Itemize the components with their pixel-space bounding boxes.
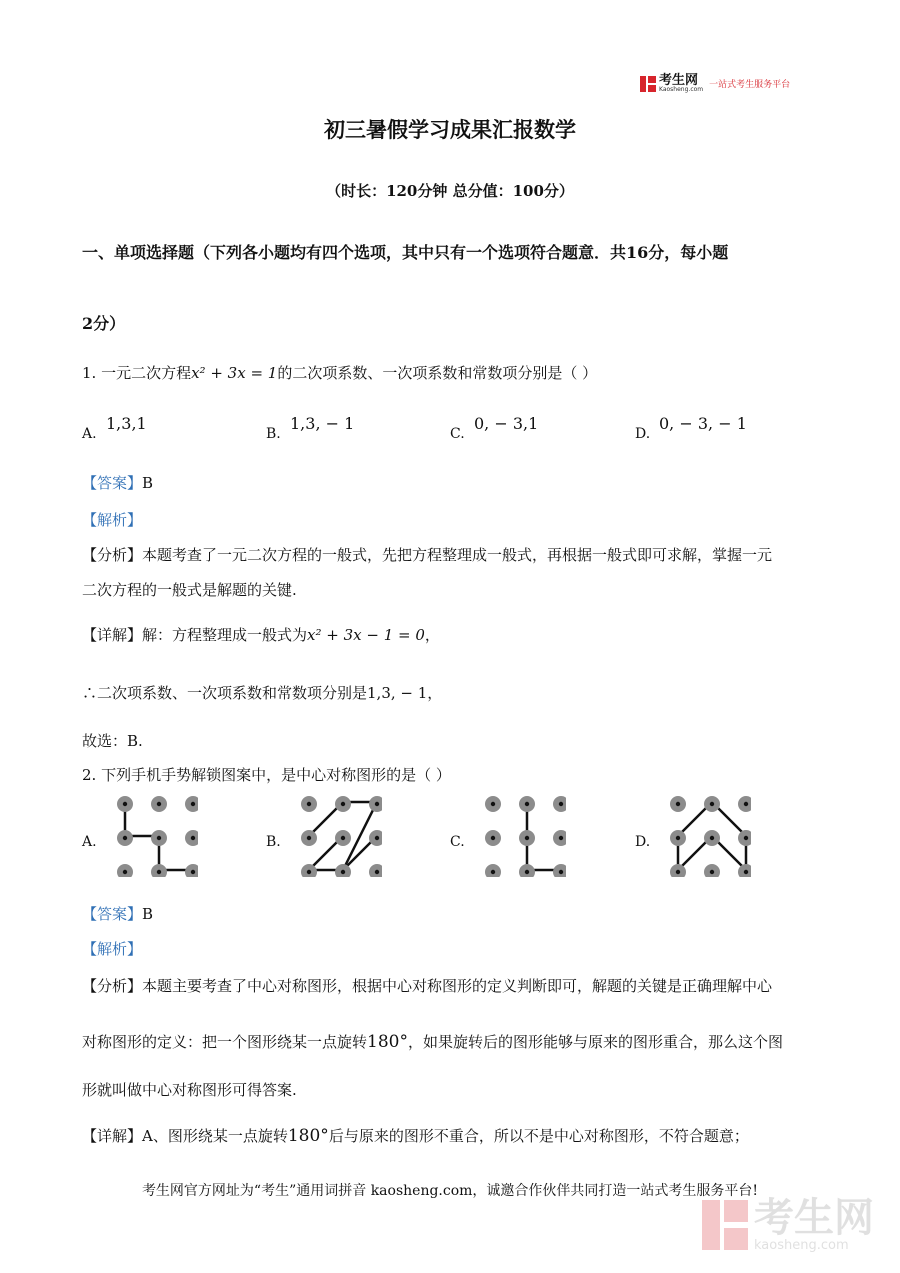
q1-fenxi-text: 本题考查了一元二次方程的一般式，先把方程整理成一般式，再根据一般式即可求解，掌握一元 <box>142 546 773 564</box>
lock-dot-center <box>123 802 127 806</box>
lock-dot-center <box>676 836 680 840</box>
lock-dot-center <box>744 836 748 840</box>
lock-dot-center <box>525 836 529 840</box>
watermark <box>702 1197 874 1253</box>
q1-answer <box>82 472 153 493</box>
q2-a-dots <box>117 796 198 877</box>
lock-dot-center <box>191 870 195 874</box>
q2-detail-degree: 180° <box>287 1126 329 1146</box>
page-subtitle: （时长：120分钟 总分值：100分） <box>326 182 574 200</box>
q1-option-b-label[interactable]: B. <box>266 426 281 442</box>
lock-dot-center <box>375 836 379 840</box>
lock-dot-center <box>157 836 161 840</box>
lock-dot-center <box>710 802 714 806</box>
section-heading-line1: 一、单项选择题（下列各小题均有四个选项，其中只有一个选项符合题意．共16分，每小题 <box>82 243 729 262</box>
lock-dot-center <box>157 870 161 874</box>
q1-detail-suffix: ， <box>424 626 440 644</box>
lock-dot-center <box>710 870 714 874</box>
footer-text: 考生网官方网址为“考生”通用词拼音 kaosheng.com，诚邀合作伙伴共同打造一站式考生服务平台! <box>141 1183 759 1199</box>
q2-answer <box>82 903 153 924</box>
q2-fenxi-line1 <box>82 975 772 996</box>
q1-equation: x² + 3x = 1 <box>191 364 278 382</box>
q2-detail <box>82 1125 749 1146</box>
q2-answer-value: B <box>142 905 154 923</box>
lock-dot-center <box>307 802 311 806</box>
q2-option-c-pattern[interactable] <box>480 791 566 877</box>
q1-option-d-label[interactable]: D. <box>635 426 651 442</box>
q2-option-c-label[interactable]: C. <box>450 834 465 850</box>
page-title: 初三暑假学习成果汇报数学 <box>324 117 576 142</box>
q1-detail-equation: x² + 3x − 1 = 0 <box>307 626 425 644</box>
watermark-logo-icon <box>702 1200 748 1250</box>
lock-dot-center <box>676 870 680 874</box>
q1-analysis-tag: 【解析】 <box>82 511 143 529</box>
q1-therefore-prefix: ∴二次项系数、一次项系数和常数项分别是 <box>82 684 368 702</box>
lock-dot-center <box>375 870 379 874</box>
lock-dot-center <box>191 802 195 806</box>
q2-detail-a: A、图形绕某一点旋转 <box>142 1127 288 1145</box>
q2-option-a-label[interactable]: A. <box>82 834 97 850</box>
q1-fenxi-tag: 【分析】 <box>82 546 143 564</box>
lock-dot-center <box>559 802 563 806</box>
q2-fenxi-tag: 【分析】 <box>82 977 143 995</box>
q2-detail-b: 后与原来的图形不重合，所以不是中心对称图形，不符合题意； <box>328 1127 749 1145</box>
q2-option-d-label[interactable]: D. <box>635 834 651 850</box>
lock-dot-center <box>341 870 345 874</box>
q2-fenxi-line3: 形就叫做中心对称图形可得答案. <box>82 1081 297 1099</box>
q2-analysis-tag: 【解析】 <box>82 940 143 958</box>
q1-option-b-value: 1,3, − 1 <box>290 414 355 433</box>
q1-therefore-suffix: ， <box>427 684 443 702</box>
logo-name: 考生网 <box>659 73 699 88</box>
lock-dot-center <box>525 802 529 806</box>
lock-dot-center <box>744 870 748 874</box>
q2-option-b-pattern[interactable] <box>296 791 382 877</box>
q2-fenxi-2a: 对称图形的定义：把一个图形绕某一点旋转 <box>82 1033 368 1051</box>
watermark-name: 考生网 <box>754 1195 874 1242</box>
lock-dot-center <box>375 802 379 806</box>
q2-fenxi-2b: ，如果旋转后的图形能够与原来的图形重合，那么这个图 <box>407 1033 783 1051</box>
q2-answer-tag: 【答案】 <box>82 905 143 923</box>
q1-detail-tag: 【详解】 <box>82 626 143 644</box>
q2-fenxi-text: 本题主要考查了中心对称图形，根据中心对称图形的定义判断即可，解题的关键是正确理解中心 <box>142 977 773 995</box>
q1-choose: 故选：B. <box>82 732 143 750</box>
lock-dot-center <box>559 836 563 840</box>
lock-dot-center <box>307 870 311 874</box>
logo-mark-icon <box>640 76 656 92</box>
logo-domain: Kaosheng.com <box>659 86 704 93</box>
q1-option-a-label[interactable]: A. <box>82 426 97 442</box>
lock-dot-center <box>191 836 195 840</box>
q2-c-dots <box>485 796 566 877</box>
lock-dot-center <box>123 836 127 840</box>
q1-answer-value: B <box>142 474 154 492</box>
q2-detail-tag: 【详解】 <box>82 1127 143 1145</box>
q1-stem <box>82 362 597 383</box>
q1-detail <box>82 624 440 645</box>
q1-therefore-value: 1,3, − 1 <box>367 684 428 702</box>
lock-dot-center <box>525 870 529 874</box>
lock-dot-center <box>341 802 345 806</box>
lock-dot-center <box>676 802 680 806</box>
logo-text <box>659 74 703 93</box>
q2-fenxi-degree: 180° <box>367 1032 408 1052</box>
lock-dot-center <box>491 870 495 874</box>
q2-option-b-label[interactable]: B. <box>266 834 281 850</box>
lock-dot-center <box>744 802 748 806</box>
lock-dot-center <box>710 836 714 840</box>
q1-option-a-value: 1,3,1 <box>106 414 147 433</box>
q2-stem: 2. 下列手机手势解锁图案中，是中心对称图形的是（ ） <box>82 766 451 784</box>
q1-option-d-value: 0, − 3, − 1 <box>659 414 747 433</box>
lock-dot-center <box>491 836 495 840</box>
lock-dot-center <box>307 836 311 840</box>
q1-option-c-label[interactable]: C. <box>450 426 465 442</box>
lock-dot-center <box>123 870 127 874</box>
watermark-domain: kaosheng.com <box>754 1238 849 1254</box>
lock-dot-center <box>157 802 161 806</box>
q1-fenxi-line2: 二次方程的一般式是解题的关键. <box>82 581 297 599</box>
q1-therefore <box>82 682 442 703</box>
lock-dot-center <box>341 836 345 840</box>
q1-prefix: 1. 一元二次方程 <box>82 364 192 382</box>
q2-fenxi-line2 <box>82 1031 783 1052</box>
lock-dot-center <box>491 802 495 806</box>
site-logo[interactable] <box>640 74 790 93</box>
lock-dot-center <box>559 870 563 874</box>
q1-option-c-value: 0, − 3,1 <box>474 414 539 433</box>
q1-fenxi-line1 <box>82 544 772 565</box>
q2-option-d-pattern[interactable] <box>665 791 751 877</box>
q1-suffix: 的二次项系数、一次项系数和常数项分别是（ ） <box>277 364 598 382</box>
section-heading-line2: 2分） <box>82 314 126 333</box>
q1-answer-tag: 【答案】 <box>82 474 143 492</box>
q1-detail-prefix: 解：方程整理成一般式为 <box>142 626 308 644</box>
q2-option-a-pattern[interactable] <box>112 791 198 877</box>
logo-slogan: 一站式考生服务平台 <box>709 80 791 90</box>
